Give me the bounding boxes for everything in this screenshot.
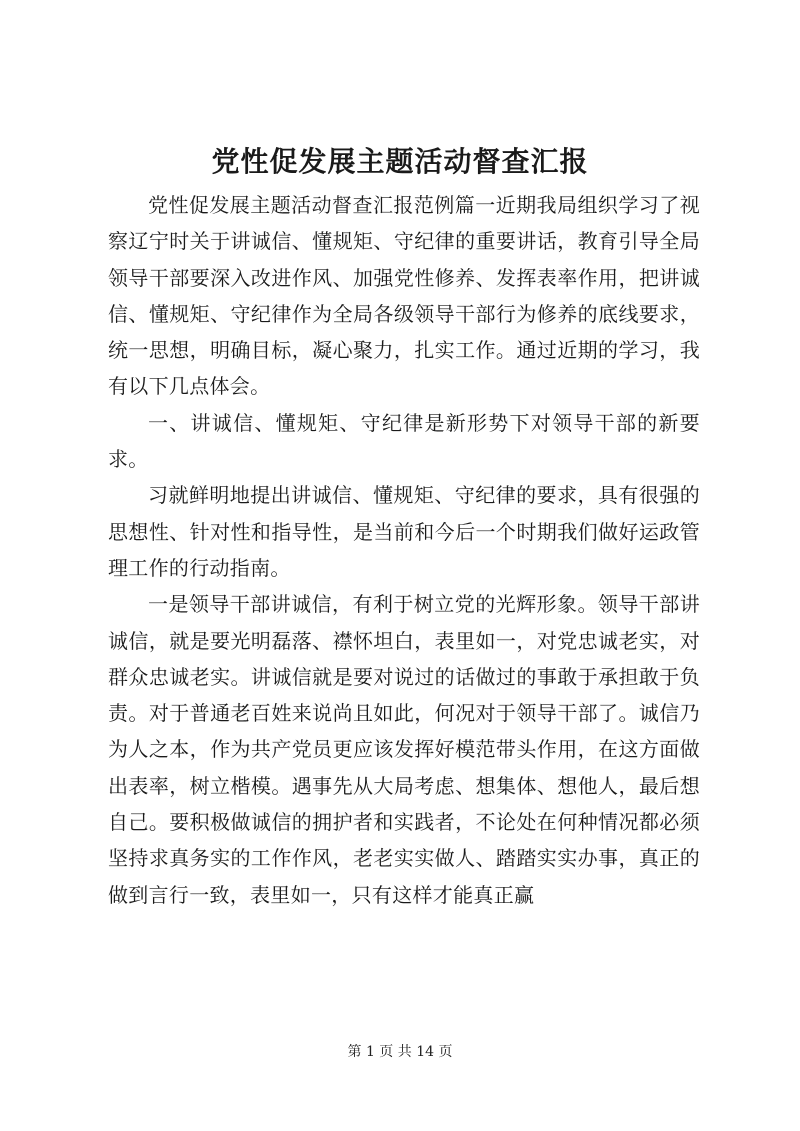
document-body [108, 187, 700, 913]
page-number-footer: 第 1 页 共 14 页 [347, 1044, 453, 1060]
paragraph: 一是领导干部讲诚信，有利于树立党的光辉形象。领导干部讲诚信，就是要光明磊落、襟怀坦白，表里如一，对党忠诚老实，对群众忠诚老实。讲诚信就是要对说过的话做过的事敢于承担敢于负责。对于普通老百姓来说尚且如此，何况对于领导干部了。诚信乃为人之本，作为共产党员更应该发挥好模范带头作用，在这方面做出表率，树立楷模。遇事先从大局考虑、想集体、想他人，最后想自己。要积极做诚信的拥护者和实践者，不论处在何种情况都必须坚持求真务实的工作作风，老老实实做人、踏踏实实办事，真正的做到言行一致，表里如一，只有这样才能真正赢 [108, 592, 700, 907]
paragraph: 党性促发展主题活动督查汇报范例篇一近期我局组织学习了视察辽宁时关于讲诚信、懂规矩、守纪律的重要讲话，教育引导全局领导干部要深入改进作风、加强党性修养、发挥表率作用，把讲诚信、懂规矩、守纪律作为全局各级领导干部行为修养的底线要求，统一思想，明确目标，凝心聚力，扎实工作。通过近期的学习，我有以下几点体会。 [108, 193, 700, 399]
paragraph: 一、讲诚信、懂规矩、守纪律是新形势下对领导干部的新要求。 [108, 410, 700, 472]
document-title: 党性促发展主题活动督查汇报 [211, 145, 589, 178]
paragraph: 习就鲜明地提出讲诚信、懂规矩、守纪律的要求，具有很强的思想性、针对性和指导性，是当前和今后一个时期我们做好运政管理工作的行动指南。 [108, 483, 700, 580]
